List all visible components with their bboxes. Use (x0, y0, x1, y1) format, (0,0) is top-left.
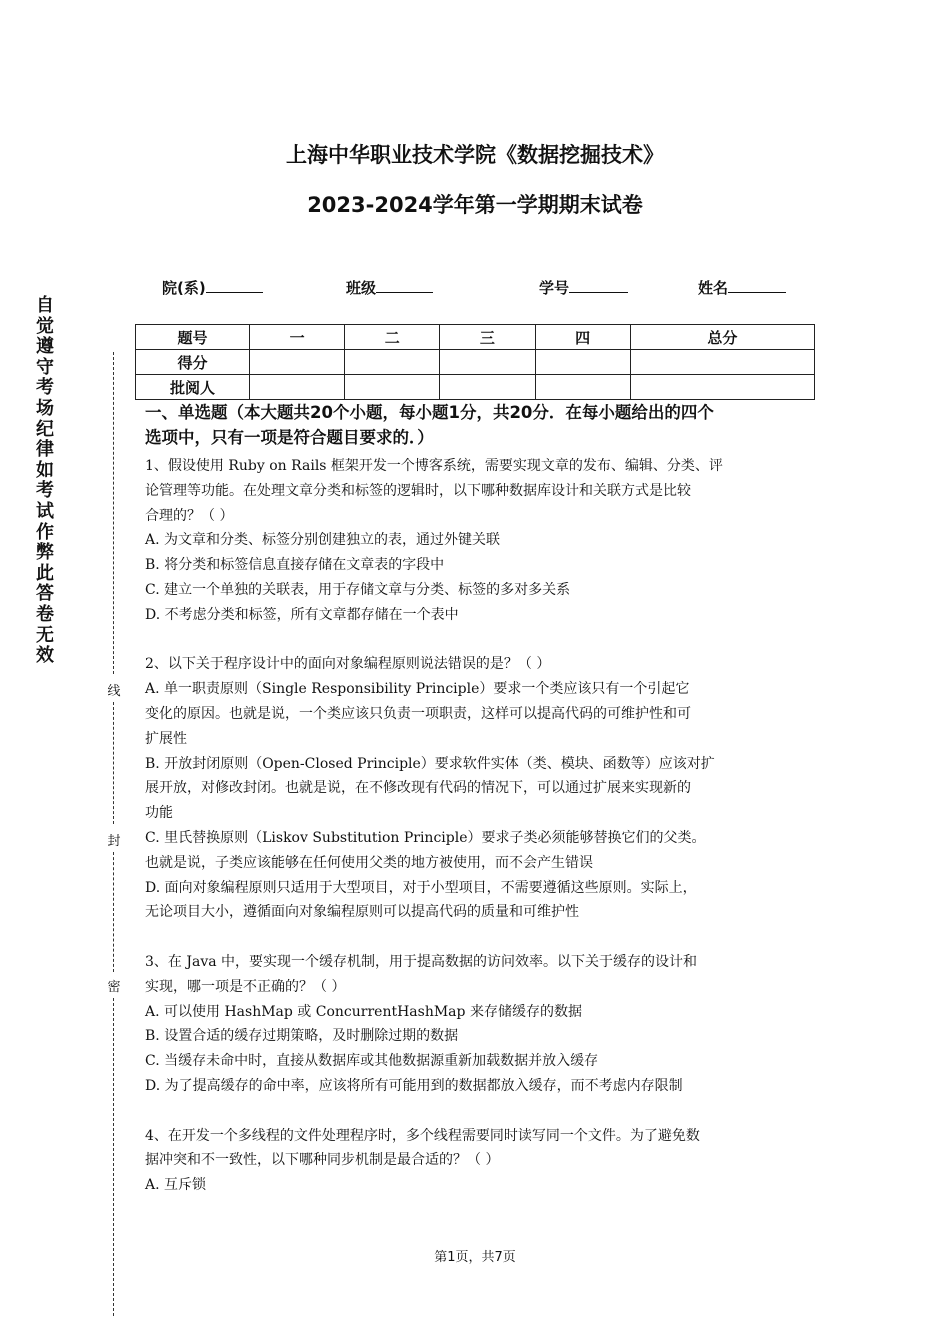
dept-field (162, 277, 263, 298)
reviewer-cell[interactable] (630, 375, 814, 400)
question-stem-line: 实现，哪一项是不正确的？（ ） (145, 978, 346, 995)
score-table-header-cell: 四 (535, 325, 630, 350)
exam-title-line1: 上海中华职业技术学院《数据挖掘技术》 (286, 143, 664, 167)
binding-line-segment (113, 852, 114, 972)
score-cell[interactable] (345, 350, 440, 375)
score-table-header-cell: 题号 (136, 325, 250, 350)
option-d[interactable]: D. 为了提高缓存的命中率，应该将所有可能用到的数据都放入缓存，而不考虑内存限制 (145, 1077, 683, 1094)
question-stem-line: 4、在开发一个多线程的文件处理程序时，多个线程需要同时读写同一个文件。为了避免数 (145, 1127, 700, 1144)
student-id-field (539, 277, 628, 298)
score-table-header-cell: 一 (250, 325, 345, 350)
reviewer-cell[interactable] (440, 375, 535, 400)
section-heading (145, 400, 815, 450)
student-id-label: 学号 (539, 279, 570, 297)
section-heading-line1: 一、单选题（本大题共20个小题，每小题1分，共20分．在每小题给出的四个 (145, 403, 714, 422)
reviewer-cell[interactable] (250, 375, 345, 400)
exam-content (145, 400, 815, 1198)
option-c[interactable]: C. 里氏替换原则（Liskov Substitution Principle）要求子类必须能够替换它们的父类。 (145, 829, 706, 846)
score-cell[interactable] (535, 350, 630, 375)
score-table-header-row (136, 325, 815, 350)
reviewer-cell[interactable] (535, 375, 630, 400)
option-b[interactable]: B. 设置合适的缓存过期策略，及时删除过期的数据 (145, 1028, 459, 1045)
question-2 (145, 652, 815, 950)
option-d[interactable]: D. 面向对象编程原则只适用于大型项目，对于小型项目，不需要遵循这些原则。实际上， (145, 879, 697, 896)
dept-blank[interactable] (206, 277, 263, 293)
student-id-blank[interactable] (569, 277, 628, 293)
reviewer-row-label: 批阅人 (136, 375, 250, 400)
option-a[interactable]: A. 为文章和分类、标签分别创建独立的表，通过外键关联 (145, 532, 501, 549)
dept-label: 院(系) (162, 279, 206, 297)
option-b-continued: 展开放，对修改封闭。也就是说，在不修改现有代码的情况下，可以通过扩展来实现新的 (145, 780, 691, 797)
option-b[interactable]: B. 将分类和标签信息直接存储在文章表的字段中 (145, 557, 445, 574)
binding-mark-line: 线 (106, 680, 122, 699)
option-a[interactable]: A. 单一职责原则（Single Responsibility Principle）要求一个类应该只有一个引起它 (145, 681, 690, 698)
binding-line-segment (113, 352, 114, 674)
class-field (346, 277, 433, 298)
class-label: 班级 (346, 279, 377, 297)
option-b-continued: 功能 (145, 805, 173, 822)
section-heading-line2: 选项中，只有一项是符合题目要求的．） (145, 428, 434, 447)
option-a-continued: 扩展性 (145, 730, 187, 747)
question-stem-line: 论管理等功能。在处理文章分类和标签的逻辑时，以下哪种数据库设计和关联方式是比较 (145, 482, 691, 499)
score-row-label: 得分 (136, 350, 250, 375)
question-stem-line: 2、以下关于程序设计中的面向对象编程原则说法错误的是？（ ） (145, 656, 551, 673)
question-3 (145, 950, 815, 1124)
reviewer-cell[interactable] (345, 375, 440, 400)
option-a[interactable]: A. 可以使用 HashMap 或 ConcurrentHashMap 来存储缓存的数据 (145, 1003, 582, 1020)
option-d[interactable]: D. 不考虑分类和标签，所有文章都存储在一个表中 (145, 606, 459, 623)
score-table-row (136, 350, 815, 375)
class-blank[interactable] (376, 277, 433, 293)
score-table (135, 324, 815, 400)
option-d-continued: 无论项目大小，遵循面向对象编程原则可以提高代码的质量和可维护性 (145, 904, 579, 921)
question-stem-line: 合理的？（ ） (145, 507, 234, 524)
page-number: 第1页，共7页 (434, 1250, 516, 1265)
option-a[interactable]: A. 互斥锁 (145, 1177, 207, 1194)
score-table-header-cell: 总分 (630, 325, 814, 350)
question-stem-line: 1、假设使用 Ruby on Rails 框架开发一个博客系统，需要实现文章的发布、编辑、分类、评 (145, 458, 723, 474)
option-a-continued: 变化的原因。也就是说，一个类应该只负责一项职责，这样可以提高代码的可维护性和可 (145, 705, 691, 722)
option-c-continued: 也就是说，子类应该能够在任何使用父类的地方被使用，而不会产生错误 (145, 854, 593, 871)
score-table-header-cell: 二 (345, 325, 440, 350)
binding-mark-secret: 密 (106, 976, 122, 995)
score-table-header-cell: 三 (440, 325, 535, 350)
name-label: 姓名 (698, 279, 729, 297)
option-c[interactable]: C. 建立一个单独的关联表，用于存储文章与分类、标签的多对多关系 (145, 581, 571, 598)
question-stem-line: 据冲突和不一致性，以下哪种同步机制是最合适的？（ ） (145, 1152, 500, 1169)
name-field (698, 277, 786, 298)
exam-title-line2: 2023-2024学年第一学期期末试卷 (307, 193, 643, 217)
reviewer-table-row (136, 375, 815, 400)
option-b[interactable]: B. 开放封闭原则（Open-Closed Principle）要求软件实体（类、模块、函数等）应该对扩 (145, 755, 715, 772)
binding-mark-seal: 封 (106, 830, 122, 849)
score-cell[interactable] (250, 350, 345, 375)
score-cell[interactable] (630, 350, 814, 375)
side-notice: 自觉遵守考场纪律如考试作弊此答卷无效 (36, 295, 54, 667)
score-cell[interactable] (440, 350, 535, 375)
question-stem-line: 3、在 Java 中，要实现一个缓存机制，用于提高数据的访问效率。以下关于缓存的设计和 (145, 953, 698, 970)
name-blank[interactable] (728, 277, 786, 293)
binding-line-segment (113, 702, 114, 824)
question-1 (145, 454, 815, 652)
question-4 (145, 1124, 815, 1198)
binding-line-segment (113, 998, 114, 1316)
option-c[interactable]: C. 当缓存未命中时，直接从数据库或其他数据源重新加载数据并放入缓存 (145, 1053, 599, 1070)
